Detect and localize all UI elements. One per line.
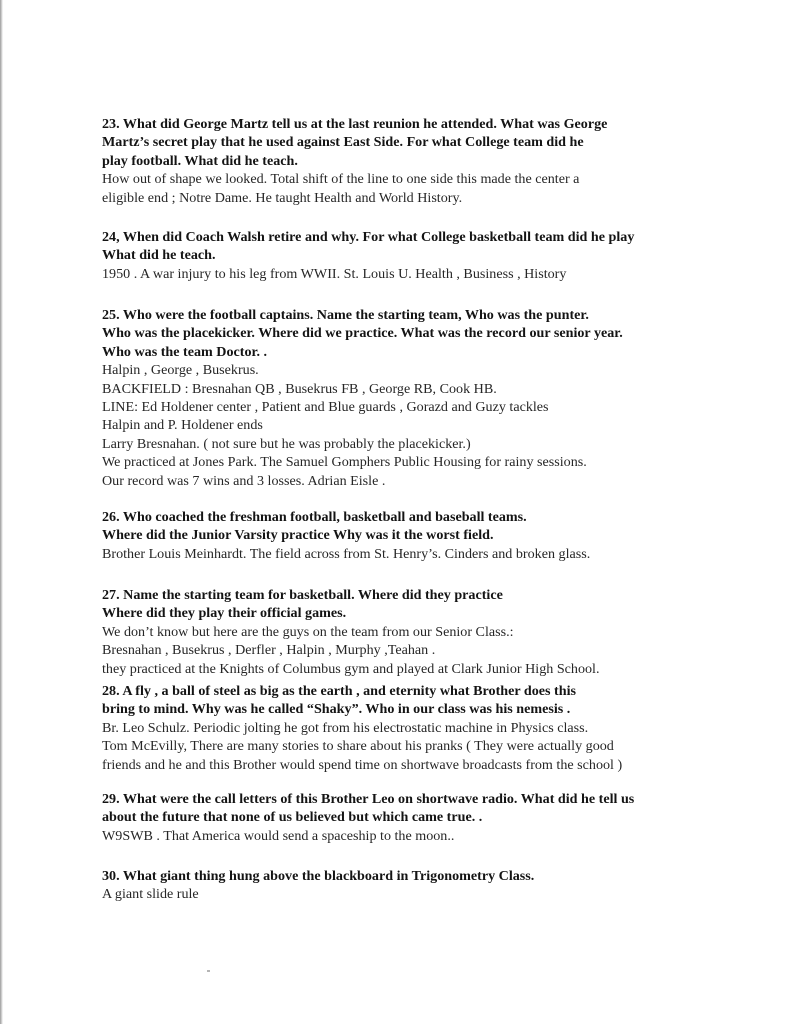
- question-line: Martz’s secret play that he used against East Side. For what College team did he: [102, 134, 584, 151]
- qa-item-30: [102, 867, 702, 904]
- question-line: 28. A fly , a ball of steel as big as the earth , and eternity what Brother does this: [102, 683, 576, 699]
- question-line: 25. Who were the football captains. Name the starting team, Who was the punter.: [102, 307, 589, 323]
- answer-line: How out of shape we looked. Total shift of the line to one side this made the center a: [102, 171, 580, 188]
- question-line: 30. What giant thing hung above the blackboard in Trigonometry Class.: [102, 868, 535, 884]
- question-line: play football. What did he teach.: [102, 152, 298, 169]
- question-line: Who was the team Doctor. .: [102, 343, 268, 360]
- answer-line: Bresnahan , Busekrus , Derfler , Halpin , Murphy ,Teahan .: [102, 642, 436, 659]
- question-line: 26. Who coached the freshman football, basketball and baseball teams.: [102, 509, 527, 525]
- scan-edge-shadow: [0, 0, 3, 1024]
- answer-line: Larry Bresnahan. ( not sure but he was probably the placekicker.): [102, 435, 471, 452]
- qa-item-25: [102, 306, 702, 490]
- question-line: bring to mind. Why was he called “Shaky”. Who in our class was his nemesis .: [102, 701, 571, 718]
- answer-line: Our record was 7 wins and 3 losses. Adrian Eisle .: [102, 472, 386, 489]
- qa-item-27: [102, 586, 702, 678]
- answer-line: A giant slide rule: [102, 886, 199, 903]
- question-line: Where did they play their official games.: [102, 605, 347, 622]
- qa-item-28: [102, 682, 702, 774]
- question-line: Who was the placekicker. Where did we practice. What was the record our senior year.: [102, 325, 623, 342]
- answer-line: Tom McEvilly, There are many stories to share about his pranks ( They were actually good: [102, 738, 614, 755]
- question-line: about the future that none of us believed but which came true. .: [102, 809, 483, 826]
- question-line: What did he teach.: [102, 247, 216, 264]
- qa-item-24: [102, 228, 702, 283]
- answer-line: W9SWB . That America would send a spaceship to the moon..: [102, 827, 455, 844]
- answer-line: 1950 . A war injury to his leg from WWII. St. Louis U. Health , Business , History: [102, 265, 567, 282]
- question-line: 24, When did Coach Walsh retire and why. For what College basketball team did he play: [102, 229, 635, 245]
- question-line: Where did the Junior Varsity practice Why was it the worst field.: [102, 527, 494, 544]
- answer-line: eligible end ; Notre Dame. He taught Health and World History.: [102, 189, 463, 206]
- qa-item-29: [102, 790, 702, 845]
- answer-line: LINE: Ed Holdener center , Patient and Blue guards , Gorazd and Guzy tackles: [102, 399, 549, 416]
- answer-line: Halpin , George , Busekrus.: [102, 362, 259, 379]
- answer-line: We don’t know but here are the guys on the team from our Senior Class.:: [102, 623, 514, 640]
- answer-line: BACKFIELD : Bresnahan QB , Busekrus FB , George RB, Cook HB.: [102, 380, 497, 397]
- question-line: 23. What did George Martz tell us at the last reunion he attended. What was George: [102, 116, 608, 132]
- answer-line: Halpin and P. Holdener ends: [102, 417, 263, 434]
- answer-line: Brother Louis Meinhardt. The field across from St. Henry’s. Cinders and broken glass.: [102, 545, 591, 562]
- answer-line: Br. Leo Schulz. Periodic jolting he got from his electrostatic machine in Physics class.: [102, 719, 589, 736]
- scan-speck: [207, 970, 210, 972]
- answer-line: they practiced at the Knights of Columbus gym and played at Clark Junior High School.: [102, 660, 600, 677]
- answer-line: friends and he and this Brother would spend time on shortwave broadcasts from the school ): [102, 756, 623, 773]
- answer-line: We practiced at Jones Park. The Samuel Gomphers Public Housing for rainy sessions.: [102, 454, 587, 471]
- qa-item-26: [102, 508, 702, 563]
- question-line: 27. Name the starting team for basketball. Where did they practice: [102, 587, 503, 603]
- qa-item-23: [102, 115, 702, 207]
- question-line: 29. What were the call letters of this Brother Leo on shortwave radio. What did he tell us: [102, 791, 635, 807]
